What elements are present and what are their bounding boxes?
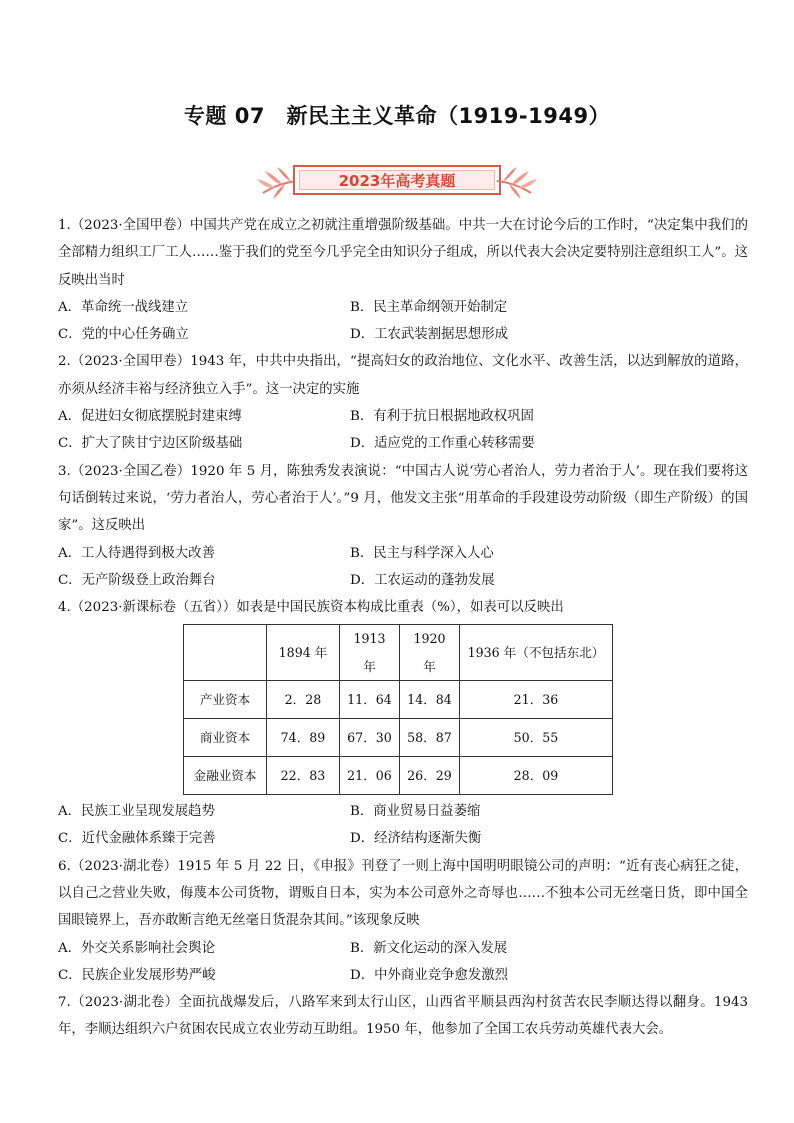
option-c: C．扩大了陕甘宁边区阶级基础 [58, 436, 243, 452]
table-cell: 商业资本 [184, 719, 267, 757]
table-cell: 22．83 [267, 757, 340, 795]
table-row [184, 681, 613, 719]
section-banner [255, 163, 539, 201]
question-3 [58, 458, 748, 594]
table-header [184, 625, 267, 681]
option-b: B．新文化运动的深入发展 [350, 940, 508, 956]
option-a: A．工人待遇得到极大改善 [58, 545, 215, 561]
question-1 [58, 212, 748, 348]
question-list [58, 212, 748, 1044]
table-header-row [184, 625, 613, 681]
table-cell: 金融业资本 [184, 757, 267, 795]
question-stem: 1.（2023·全国甲卷）中国共产党在成立之初就注重增强阶级基础。中共一大在讨论今后的工作时，“决定集中我们的全部精力组织工厂工人……鉴于我们的党至今几乎完全由知识分子组成，所以代表大会决定要特别注意组织工人”。这反映出当时 [58, 218, 748, 288]
option-c: C．无产阶级登上政治舞台 [58, 572, 216, 588]
question-6 [58, 853, 748, 989]
option-d: D．经济结构逐渐失衡 [350, 831, 482, 847]
option-a: A．革命统一战线建立 [58, 299, 189, 315]
table-cell: 11．64 [340, 681, 400, 719]
question-7 [58, 989, 748, 1044]
question-4 [58, 594, 748, 852]
question-stem: 2.（2023·全国甲卷）1943 年，中共中央指出，“提高妇女的政治地位、文化水平、改善生活，以达到解放的道路，亦须从经济丰裕与经济独立入手”。这一决定的实施 [58, 354, 748, 397]
table-cell: 14．84 [400, 681, 460, 719]
table-header: 1913 年 [340, 625, 400, 681]
table-header: 1936 年（不包括东北） [460, 625, 613, 681]
option-a: A．外交关系影响社会舆论 [58, 940, 215, 956]
table-row [184, 757, 613, 795]
question-stem: 3.（2023·全国乙卷）1920 年 5 月，陈独秀发表演说：“中国古人说‘劳心者治人，劳力者治于人’。现在我们要将这句话倒转过来说，‘劳力者治人，劳心者治于人’。”9 月，他发文主张“用革命的手段建设劳动阶级（即生产阶级）的国家”。这反映出 [58, 463, 748, 534]
option-c: C．民族企业发展形势严峻 [58, 967, 216, 983]
option-c: C．党的中心任务确立 [58, 327, 189, 343]
option-a: A．促进妇女彻底摆脱封建束缚 [58, 409, 242, 425]
table-cell: 67．30 [340, 719, 400, 757]
banner-label: 2023年高考真题 [299, 170, 495, 190]
question-2 [58, 348, 748, 457]
option-c: C．近代金融体系臻于完善 [58, 831, 216, 847]
option-b: B．民主与科学深入人心 [350, 545, 494, 561]
table-cell: 21．06 [340, 757, 400, 795]
option-d: D．适应党的工作重心转移需要 [350, 436, 535, 452]
question-stem: 7.（2023·湖北卷）全面抗战爆发后，八路军来到太行山区，山西省平顺县西沟村贫苦农民李顺达得以翻身。1943 年，李顺达组织六户贫困农民成立农业劳动互助组。1950 年，他参加了全国工农兵劳动英雄代表大会。 [58, 995, 748, 1038]
table-header: 1894 年 [267, 625, 340, 681]
option-a: A．民族工业呈现发展趋势 [58, 804, 215, 820]
table-cell: 21．36 [460, 681, 613, 719]
option-d: D．中外商业竞争愈发激烈 [350, 967, 509, 983]
right-laurel-icon [495, 163, 539, 201]
option-b: B．商业贸易日益萎缩 [350, 804, 481, 820]
table-cell: 2．28 [267, 681, 340, 719]
table-row [184, 719, 613, 757]
table-cell: 74．89 [267, 719, 340, 757]
table-cell: 58．87 [400, 719, 460, 757]
option-d: D．工农武装割据思想形成 [350, 327, 509, 343]
question-stem: 4.（2023·新课标卷（五省））如表是中国民族资本构成比重表（%），如表可以反映出 [58, 600, 564, 616]
table-cell: 产业资本 [184, 681, 267, 719]
option-d: D．工农运动的蓬勃发展 [350, 572, 495, 588]
table-cell: 28．09 [460, 757, 613, 795]
capital-table [183, 624, 613, 795]
option-b: B．民主革命纲领开始制定 [350, 299, 508, 315]
page-title: 专题 07 新民主主义革命（1919-1949） [183, 104, 611, 128]
table-cell: 50．55 [460, 719, 613, 757]
question-stem: 6.（2023·湖北卷）1915 年 5 月 22 日，《申报》刊登了一则上海中国明明眼镜公司的声明：“近有丧心病狂之徒，以自己之营业失败，侮蔑本公司货物，谓贩自日本，实为本公司意外之奇辱也……不独本公司无丝毫日货，即中国全国眼镜界上，吾亦敢断言绝无丝毫日货混杂其间。”该现象反映 [58, 858, 748, 929]
table-header: 1920 年 [400, 625, 460, 681]
table-cell: 26．29 [400, 757, 460, 795]
option-b: B．有利于抗日根据地政权巩固 [350, 409, 534, 425]
